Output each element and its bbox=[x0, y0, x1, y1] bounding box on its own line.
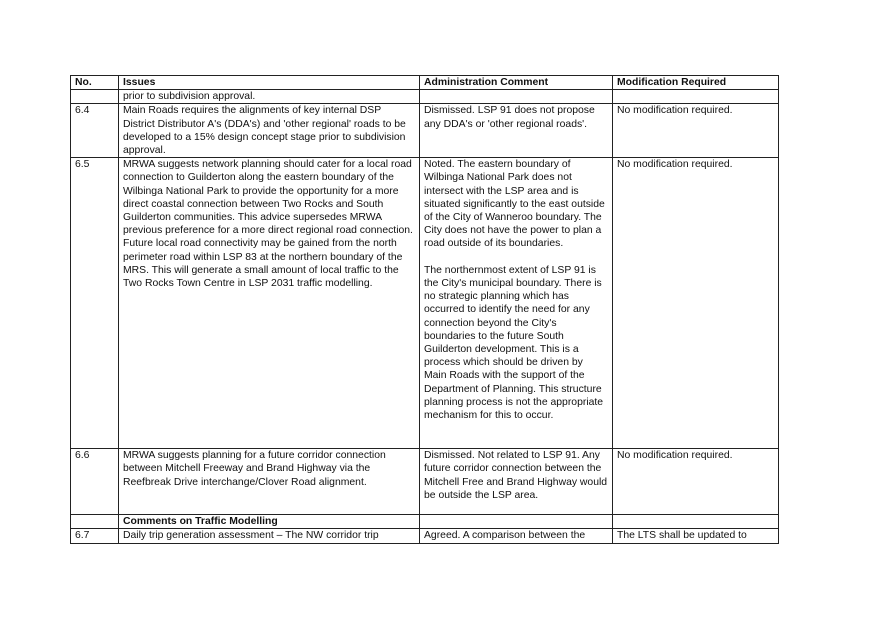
table-row bbox=[71, 529, 779, 543]
row-modification: No modification required. bbox=[613, 158, 779, 449]
header-issues: Issues bbox=[119, 76, 420, 90]
row-comment: Dismissed. LSP 91 does not propose any DDA's or 'other regional roads'. bbox=[420, 104, 613, 158]
row-number: 6.6 bbox=[71, 449, 119, 515]
row-comment: Agreed. A comparison between the bbox=[420, 529, 613, 543]
row-modification bbox=[613, 90, 779, 104]
row-number bbox=[71, 515, 119, 529]
table-row bbox=[71, 90, 779, 104]
table-row bbox=[71, 158, 779, 449]
row-issues: Daily trip generation assessment – The NW corridor trip bbox=[119, 529, 420, 543]
table-header-row bbox=[71, 76, 779, 90]
row-modification: No modification required. bbox=[613, 104, 779, 158]
row-number: 6.7 bbox=[71, 529, 119, 543]
row-issues: prior to subdivision approval. bbox=[119, 90, 420, 104]
row-comment bbox=[420, 90, 613, 104]
row-comment: Noted. The eastern boundary of Wilbinga National Park does not intersect with the LSP area and is situated significantly to the east outside of the City of Wanneroo boundary. The City does not have the power to plan a road outside of its boundaries. The northernmost extent of LSP 91 is the City's municipal boundary. There is no strategic planning which has occurred to identify the need for any connection beyond the City's boundaries to the future South Guilderton development. This is a process which should be driven by Main Roads with the support of the Department of Planning. This structure planning process is not the appropriate mechanism for this to occur. bbox=[420, 158, 613, 449]
row-modification: No modification required. bbox=[613, 449, 779, 515]
section-row bbox=[71, 515, 779, 529]
header-administration-comment: Administration Comment bbox=[420, 76, 613, 90]
row-number: 6.4 bbox=[71, 104, 119, 158]
header-no: No. bbox=[71, 76, 119, 90]
row-modification bbox=[613, 515, 779, 529]
row-issues: MRWA suggests planning for a future corridor connection between Mitchell Freeway and Brand Highway via the Reefbreak Drive interchange/Clover Road alignment. bbox=[119, 449, 420, 515]
submissions-table bbox=[70, 75, 779, 544]
row-number bbox=[71, 90, 119, 104]
table-row bbox=[71, 449, 779, 515]
row-issues: MRWA suggests network planning should cater for a local road connection to Guilderton along the eastern boundary of the Wilbinga National Park to provide the opportunity for a more direct coastal connection between Two Rocks and South Guilderton communities. This advice supersedes MRWA previous preference for a more direct regional road connection. Future local road connectivity may be gained from the north perimeter road within LSP 83 at the northern boundary of the MRS. This will generate a small amount of local traffic to the Two Rocks Town Centre in LSP 2031 traffic modelling. bbox=[119, 158, 420, 449]
table-row bbox=[71, 104, 779, 158]
section-heading: Comments on Traffic Modelling bbox=[119, 515, 420, 529]
row-comment bbox=[420, 515, 613, 529]
row-number: 6.5 bbox=[71, 158, 119, 449]
header-modification-required: Modification Required bbox=[613, 76, 779, 90]
row-comment: Dismissed. Not related to LSP 91. Any future corridor connection between the Mitchell Free and Brand Highway would be outside the LSP area. bbox=[420, 449, 613, 515]
row-modification: The LTS shall be updated to bbox=[613, 529, 779, 543]
row-issues: Main Roads requires the alignments of key internal DSP District Distributor A's (DDA's) and 'other regional' roads to be developed to a 15% design concept stage prior to subdivision approval. bbox=[119, 104, 420, 158]
